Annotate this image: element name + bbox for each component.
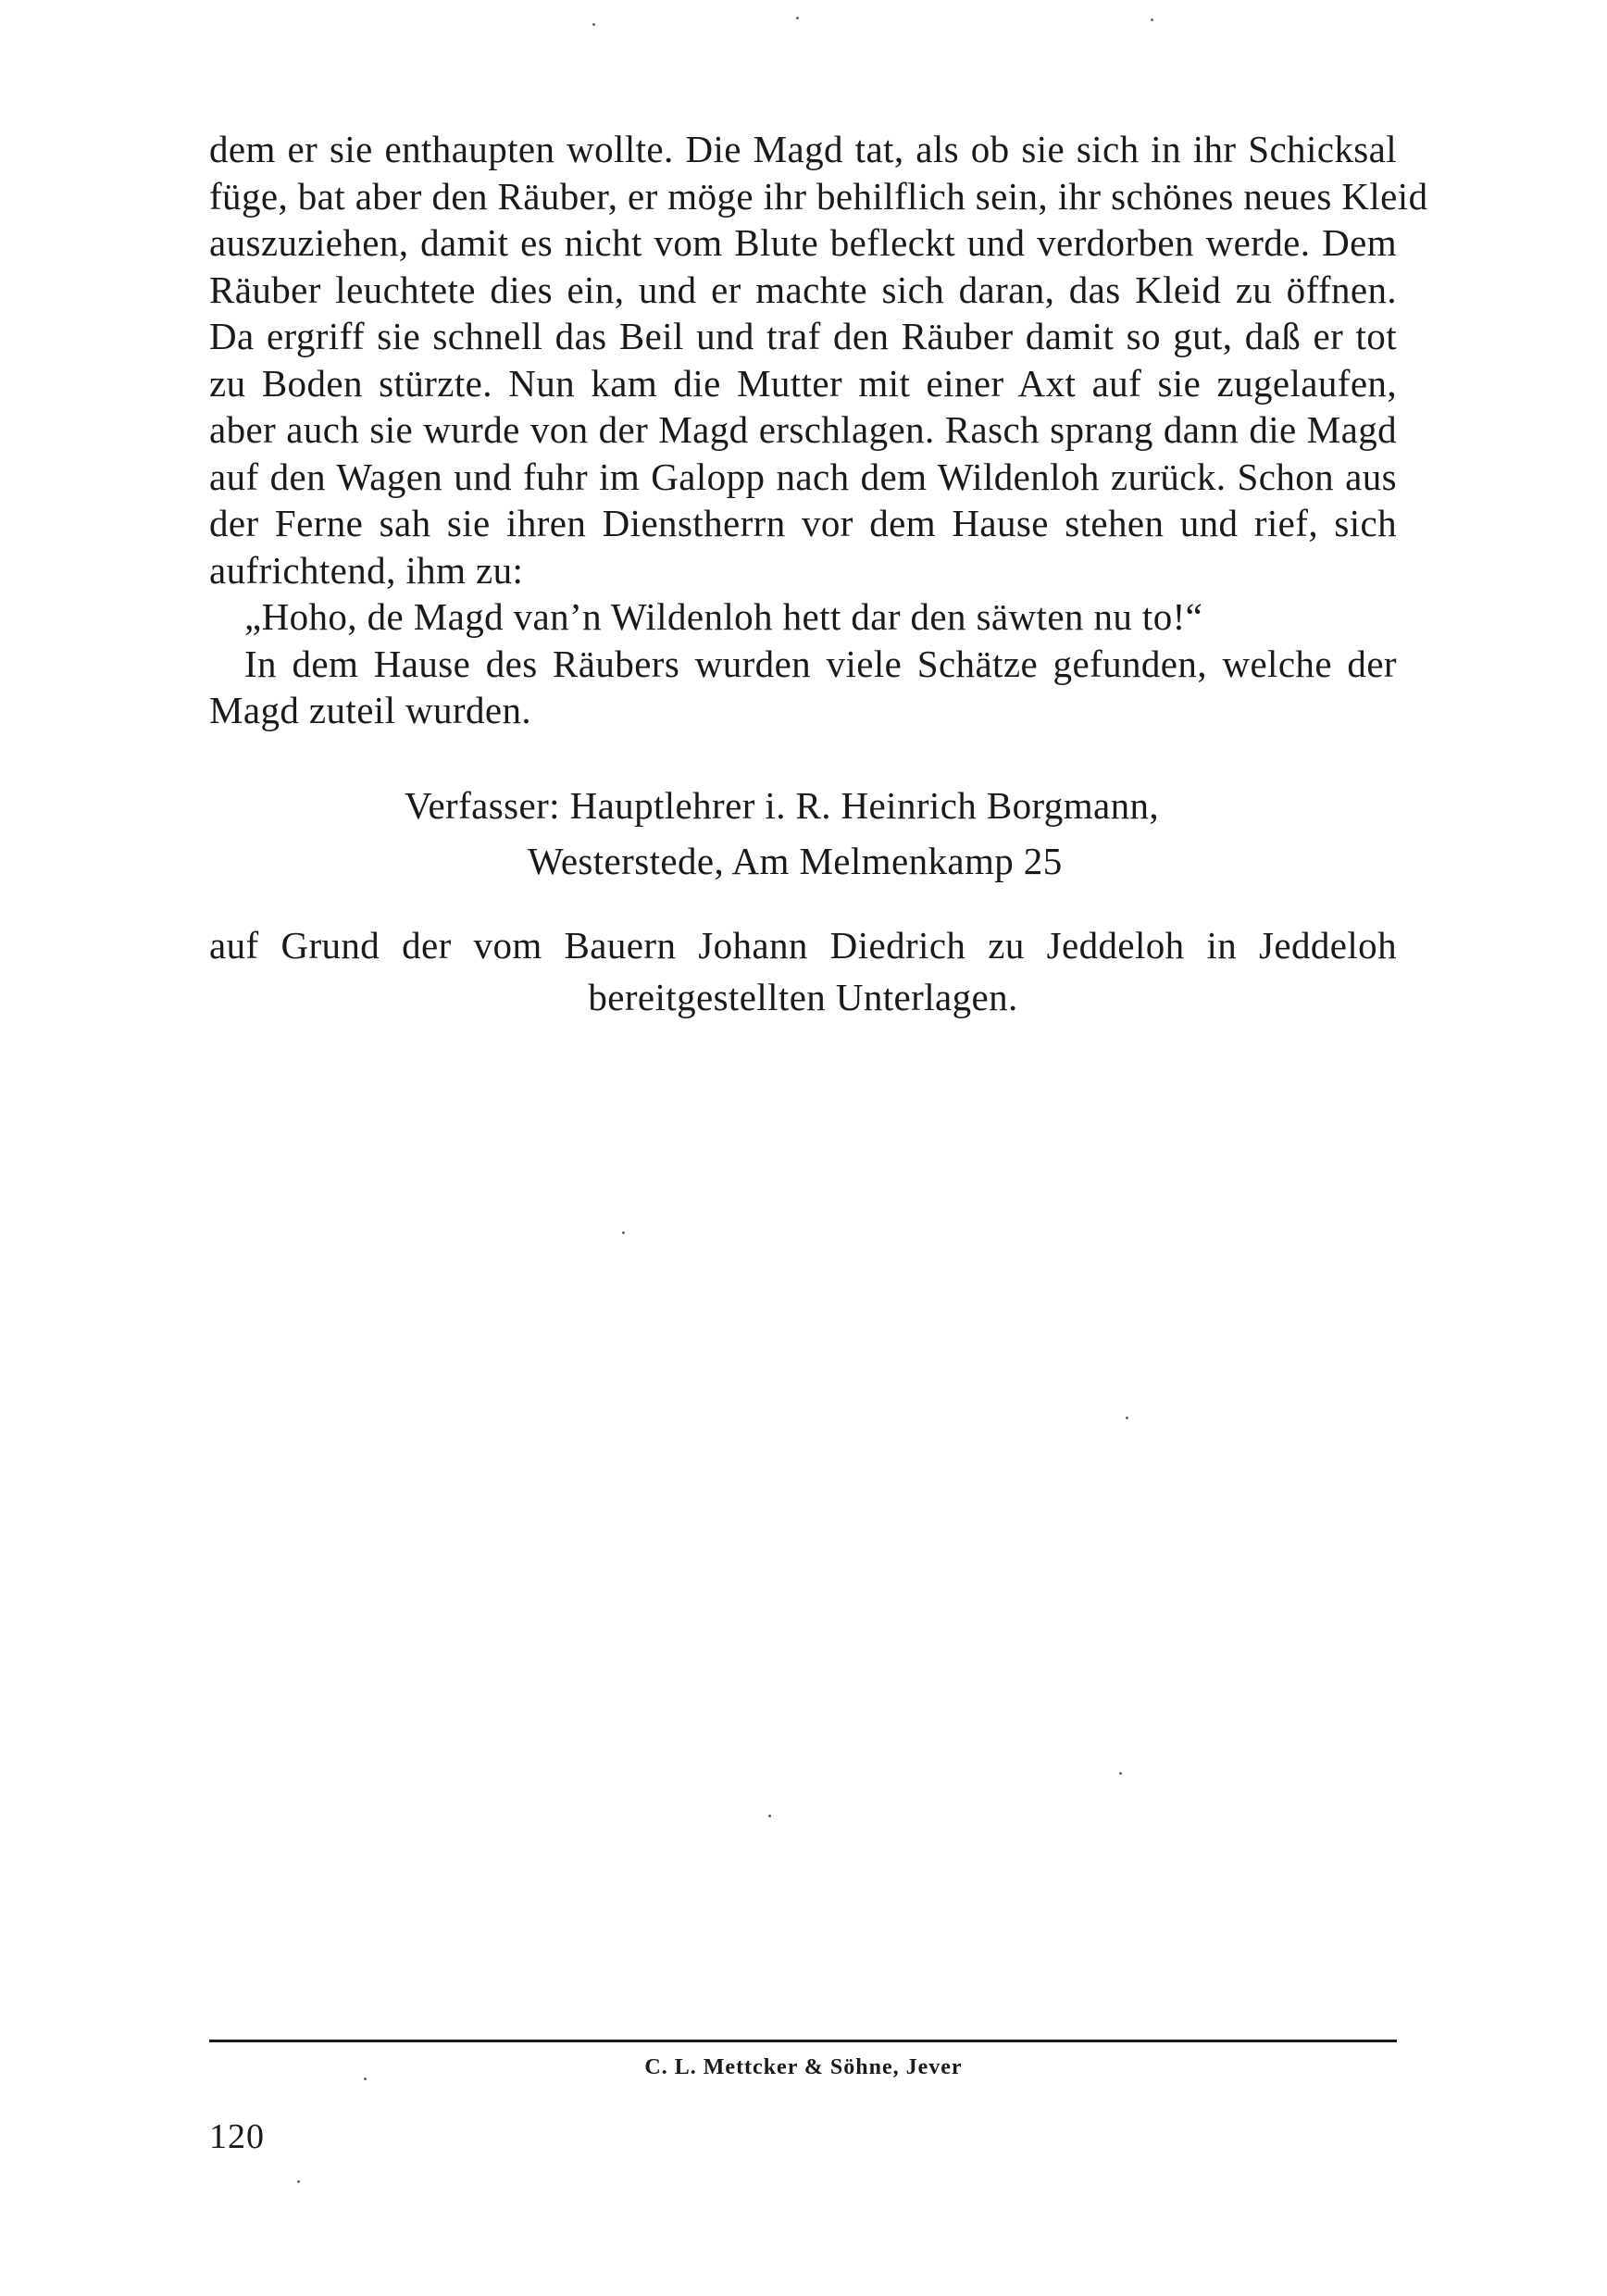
scan-speck	[297, 2180, 300, 2183]
source-line: auf Grund der vom Bauern Johann Diedrich zu Jeddeloh in Jeddeloh	[209, 924, 1397, 967]
scan-speck	[768, 1815, 771, 1817]
text-line: auf den Wagen und fuhr im Galopp nach dem Wildenloh zurück. Schon aus	[209, 455, 1397, 498]
page-number: 120	[209, 2117, 265, 2156]
footer-rule	[209, 2040, 1397, 2042]
author-name: Verfasser: Hauptlehrer i. R. Heinrich Borgmann,	[405, 784, 1160, 827]
scan-speck	[1151, 19, 1153, 21]
author-address: Westerstede, Am Melmenkamp 25	[528, 840, 1063, 882]
text-line: aufrichtend, ihm zu:	[209, 548, 524, 592]
printer-imprint: C. L. Mettcker & Söhne, Jever	[644, 2055, 963, 2079]
source-note	[209, 919, 1397, 1023]
text-line: Da ergriff sie schnell das Beil und traf den Räuber damit so gut, daß er tot	[209, 315, 1397, 357]
text-line: der Ferne sah sie ihren Dienstherrn vor dem Hause stehen und rief, sich	[209, 502, 1397, 544]
scan-speck	[592, 23, 595, 26]
source-line: bereitgestellten Unterlagen.	[588, 976, 1018, 1018]
dialect-quote: „Hoho, de Magd van’n Wildenloh hett dar den säwten nu to!“	[244, 595, 1203, 638]
text-line: In dem Hause des Räubers wurden viele Schätze gefunden, welche der	[244, 642, 1397, 685]
scan-speck	[796, 17, 799, 19]
text-line: zu Boden stürzte. Nun kam die Mutter mit einer Axt auf sie zugelaufen,	[209, 361, 1397, 405]
text-line: füge, bat aber den Räuber, er möge ihr behilflich sein, ihr schönes neues Kleid	[209, 174, 1428, 218]
text-line: Räuber leuchtete dies ein, und er machte sich daran, das Kleid zu öffnen.	[209, 268, 1397, 311]
scan-speck	[1119, 1772, 1122, 1775]
text-line: aber auch sie wurde von der Magd erschlagen. Rasch sprang dann die Magd	[209, 408, 1397, 451]
text-line: dem er sie enthaupten wollte. Die Magd tat, als ob sie sich in ihr Schicksal	[209, 128, 1397, 170]
story-text	[209, 126, 1428, 734]
text-line: auszuziehen, damit es nicht vom Blute befleckt und verdorben werde. Dem	[209, 221, 1397, 264]
scan-speck	[1126, 1416, 1128, 1419]
scan-speck	[364, 2078, 367, 2080]
scan-speck	[622, 1231, 625, 1234]
text-line: Magd zuteil wurden.	[209, 689, 532, 731]
